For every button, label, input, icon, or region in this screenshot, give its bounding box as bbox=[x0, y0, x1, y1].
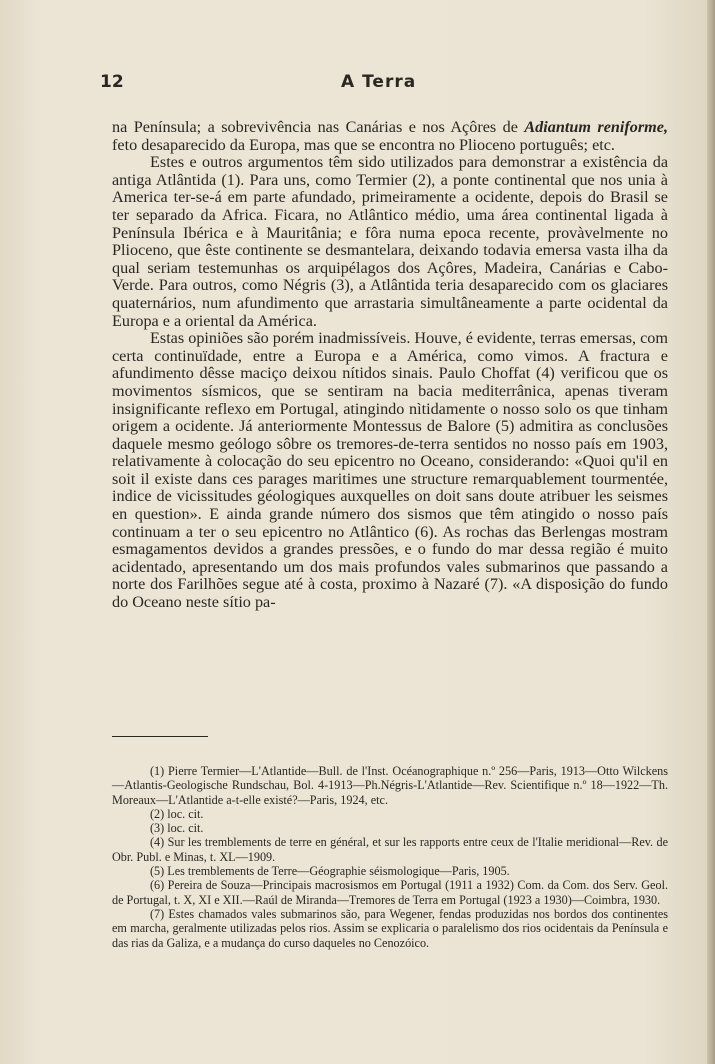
running-title: A Terra bbox=[341, 72, 417, 92]
page-header bbox=[100, 72, 620, 98]
species-name: Adiantum reniforme, bbox=[524, 118, 668, 136]
footnote-divider bbox=[112, 736, 208, 737]
body-text bbox=[112, 119, 668, 612]
footnote: (3) loc. cit. bbox=[150, 821, 204, 836]
page-edge bbox=[707, 0, 715, 1064]
footnote: (5) Les tremblements de Terre—Géographie séismologique—Paris, 1905. bbox=[150, 864, 510, 879]
footnote: (7) Estes chamados vales submarinos são, para Wegener, fendas produzidas nos bordos dos continentes em marcha, geralmente utilizadas pelos rios. Assim se explicaria o paralelismo dos rios ocidentais da Península e das rias da Galiza, e a mudança do curso daqueles no Cenozóico. bbox=[112, 906, 668, 950]
paragraph-2: Estes e outros argumentos têm sido utilizados para demonstrar a existência da antiga Atlântida (1). Para uns, como Termier (2), a ponte continental que nos unia à America ter-se-á em parte afundado, primeiramente a ocidente, depois do Brasil se ter separado da Africa. Ficara, no Atlântico médio, uma área continental ligada à Península Ibérica e à Mauritânia; e fôra numa epoca recente, provàvelmente no Plioceno, que êste continente se desmantelara, deixando todavia emersa vasta ilha da qual seriam testemunhas os arquipélagos dos Açôres, Madeira, Canárias e Cabo-Verde. Para outros, como Négris (3), a Atlântida teria desaparecido com os glaciares quaternários, num afundimento que arrastaria simultâneamente a parte ocidental da Europa e a oriental da América. bbox=[112, 153, 668, 330]
footnotes bbox=[112, 764, 668, 950]
footnote: (1) Pierre Termier—L'Atlantide—Bull. de l'Inst. Océanographique n.º 256—Paris, 1913—Otto Wilckens—Atlantis-Geologische Rundschau, Bol. 4-1913—Ph.Négris-L'Atlantide—Rev. Scientifique n.º 18—1922—Th. Moreaux—L'Atlantide a-t-elle existé?—Paris, 1924, etc. bbox=[112, 764, 668, 807]
footnote: (4) Sur les tremblements de terre en général, et sur les rapports entre ceux de l'Italie meridional—Rev. de Obr. Publ. e Minas, t. XL—1909. bbox=[112, 835, 668, 864]
paragraph-1: na Península; a sobrevivência nas Canárias e nos Açôres de Adiantum reniforme, feto desaparecido da Europa, mas que se encontra no Plioceno português; etc. bbox=[112, 118, 668, 154]
footnote: (6) Pereira de Souza—Principais macrosismos em Portugal (1911 a 1932) Com. da Com. dos Serv. Geol. de Portugal, t. X, XI e XII.—Raúl de Miranda—Tremores de Terra em Portugal (1923 a 1930)—Coimbra, 1930. bbox=[112, 878, 668, 907]
paragraph-3: Estas opiniões são porém inadmissíveis. Houve, é evidente, terras emersas, com certa continuïdade, entre a Europa e a América, como vimos. A fractura e afundimento dêsse maciço deixou nítidos sinais. Paulo Choffat (4) verificou que os movimentos sísmicos, que se sentiram na bacia mediterrânica, apenas tiveram insignificante reflexo em Portugal, atingindo nìtidamente o nosso solo os que tinham origem a ocidente. Já anteriormente Montessus de Balore (5) admitira as conclusões daquele mesmo geólogo sôbre os tremores-de-terra sentidos no nosso país em 1903, relativamente à colocação do seu epicentro no Oceano, considerando: «Quoi qu'il en soit il existe dans ces parages maritimes une structure remarquablement tourmentée, indice de vicissitudes géologiques auxquelles on doit sans doute atribuer les seismes en question». E ainda grande número dos sismos que têm atingido o nosso país continuam a ter o seu epicentro no Atlântico (6). As rochas das Berlengas mostram esmagamentos devidos a grandes pressões, e o fundo do mar dessa região é muito acidentado, apresentando um dos mais profundos vales submarinos que passando a norte dos Farilhões segue até à costa, proximo à Nazaré (7). «A disposição do fundo do Oceano neste sítio pa- bbox=[112, 329, 668, 612]
footnote: (2) loc. cit. bbox=[150, 806, 204, 821]
page-number: 12 bbox=[100, 72, 124, 92]
